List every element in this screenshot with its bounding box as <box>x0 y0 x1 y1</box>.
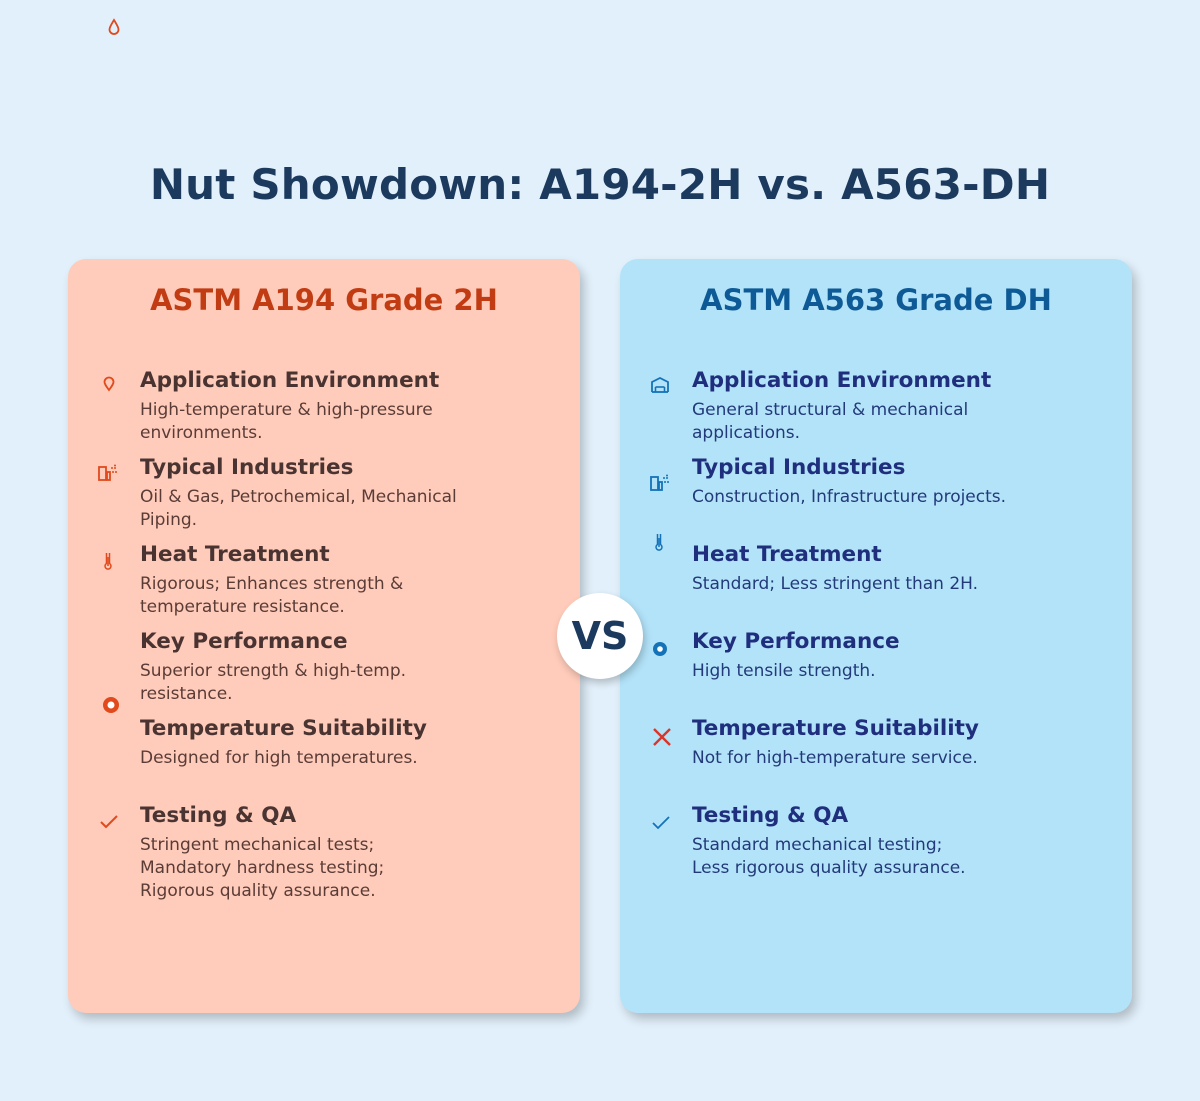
right-item-application-environment <box>692 368 1072 445</box>
thermometer-icon <box>654 532 664 552</box>
left-item-key-performance <box>140 629 520 706</box>
qa-line: Mandatory hardness testing; <box>140 858 385 878</box>
item-description: High tensile strength. <box>692 661 876 681</box>
industry-icon <box>650 474 670 492</box>
item-heading: Temperature Suitability <box>140 716 427 741</box>
checkmark-icon <box>651 815 671 831</box>
item-description: Superior strength & high-temp. resistance. <box>140 661 407 704</box>
item-description: Standard; Less stringent than 2H. <box>692 574 979 594</box>
flame-drop-icon <box>107 18 121 36</box>
left-item-application-environment <box>140 368 520 445</box>
item-description: High-temperature & high-pressure environments. <box>140 400 433 443</box>
item-heading: Key Performance <box>140 629 348 654</box>
left-item-heat-treatment <box>140 542 520 619</box>
right-item-testing-qa <box>692 803 1072 880</box>
warehouse-icon <box>650 376 670 394</box>
target-icon <box>652 641 668 657</box>
item-description <box>140 834 470 903</box>
item-description: Designed for high temperatures. <box>140 748 418 768</box>
item-heading: Typical Industries <box>692 455 906 480</box>
left-item-temperature-suitability <box>140 716 520 770</box>
item-description <box>692 834 1022 880</box>
qa-line: Stringent mechanical tests; <box>140 835 375 855</box>
right-item-key-performance <box>692 629 1072 683</box>
item-heading: Application Environment <box>692 368 992 393</box>
item-description: General structural & mechanical applications. <box>692 400 969 443</box>
qa-line: Less rigorous quality assurance. <box>692 858 966 878</box>
item-heading: Typical Industries <box>140 455 354 480</box>
left-item-testing-qa <box>140 803 520 903</box>
cross-icon <box>651 726 673 748</box>
item-description: Oil & Gas, Petrochemical, Mechanical Piping. <box>140 487 457 530</box>
item-heading: Heat Treatment <box>692 542 882 567</box>
item-heading: Key Performance <box>692 629 900 654</box>
target-icon <box>102 696 120 714</box>
industry-icon <box>98 464 118 482</box>
qa-line: Rigorous quality assurance. <box>140 881 376 901</box>
grade-2h-card <box>68 259 580 1013</box>
thermometer-icon <box>103 551 113 571</box>
item-heading: Testing & QA <box>140 803 297 828</box>
item-heading: Testing & QA <box>692 803 849 828</box>
qa-line: Standard mechanical testing; <box>692 835 943 855</box>
grade-dh-card <box>620 259 1132 1013</box>
item-description: Not for high-temperature service. <box>692 748 978 768</box>
page-title: Nut Showdown: A194-2H vs. A563-DH <box>149 160 1051 209</box>
item-heading: Application Environment <box>140 368 440 393</box>
card-title: ASTM A563 Grade DH <box>700 283 1052 317</box>
item-heading: Heat Treatment <box>140 542 330 567</box>
right-item-typical-industries <box>692 455 1072 509</box>
item-description: Rigorous; Enhances strength & temperature resistance. <box>140 574 404 617</box>
left-item-typical-industries <box>140 455 520 532</box>
right-item-heat-treatment <box>692 542 1072 596</box>
vs-badge: VS <box>557 593 643 679</box>
location-pin-icon <box>102 376 116 392</box>
right-item-temperature-suitability <box>692 716 1072 770</box>
item-heading: Temperature Suitability <box>692 716 979 741</box>
item-description: Construction, Infrastructure projects. <box>692 487 1007 507</box>
card-title: ASTM A194 Grade 2H <box>150 283 498 317</box>
checkmark-icon <box>99 814 119 830</box>
